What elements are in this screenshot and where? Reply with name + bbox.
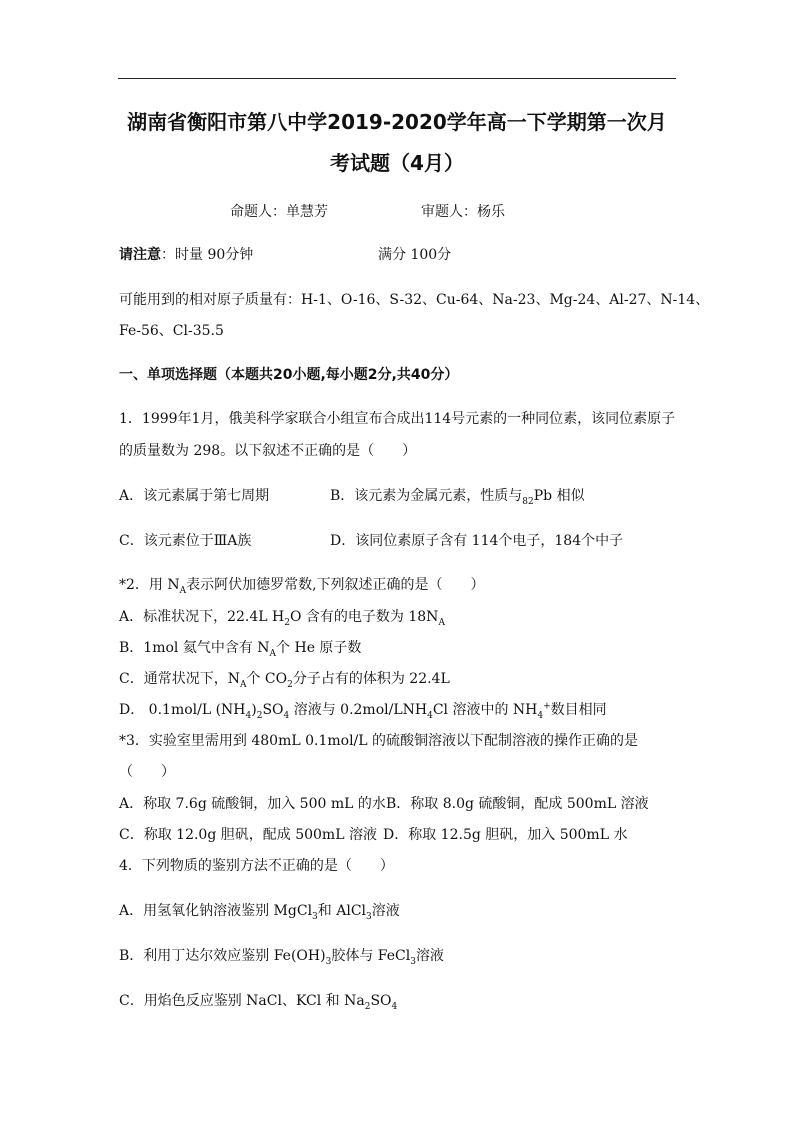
notice-label: 请注意 <box>119 247 161 263</box>
exam-title-line1: 湖南省衡阳市第八中学2019-2020学年高一下学期第一次月 <box>127 110 667 134</box>
q2-d-sub1: 4 <box>245 710 252 721</box>
q4-c-sub2: 4 <box>391 1001 398 1012</box>
q2-d-tail: 数目相同 <box>550 702 607 718</box>
q4-option-b <box>119 945 444 965</box>
notice-time: ：时量 90分钟 <box>161 247 254 263</box>
q4-option-c <box>119 990 397 1010</box>
q2-stem-tail: 表示阿伏加德罗常数,下列叙述正确的是（ ） <box>186 577 485 593</box>
q2-stem-sub: A <box>179 585 187 596</box>
q3-option-b: B．称取 8.0g 硫酸铜，配成 500mL 溶液 <box>386 796 649 812</box>
q4-a-sub2: 3 <box>366 911 372 922</box>
q1-stem-line1: 1．1999年1月，俄美科学家联合小组宣布合成出114号元素的一种同位素，该同位素原子 <box>119 411 676 427</box>
q1-option-b <box>330 485 585 505</box>
q2-b-text: B．1mol 氦气中含有 N <box>119 640 270 656</box>
q2-stem-text: *2．用 N <box>119 577 180 593</box>
q2-d-sub3: 4 <box>283 710 290 721</box>
section1-heading: 一、单项选择题（本题共20小题,每小题2分,共40分） <box>119 367 459 383</box>
notice-score: 满分 100分 <box>378 247 452 263</box>
q2-c-tail: 分子占有的体积为 22.4L <box>292 671 450 687</box>
q2-a-sub2: A <box>438 617 445 628</box>
q2-b-sub: A <box>269 648 277 659</box>
q3-option-c: C．称取 12.0g 胆矾，配成 500mL 溶液 <box>119 827 377 843</box>
q4-c-sub1: 2 <box>364 1001 371 1012</box>
q2-d-sub4: 4 <box>427 710 433 721</box>
q1-option-c: C．该元素位于ⅢA族 <box>119 533 252 549</box>
q4-b-tail: 溶液 <box>415 948 444 964</box>
q1-option-b-sub: 82 <box>522 496 534 507</box>
q2-d-sub5: 4 <box>537 710 544 721</box>
q1-option-a: A．该元素属于第七周期 <box>119 488 270 504</box>
setter-credit: 命题人：单慧芳 <box>230 204 328 220</box>
q1-option-d: D．该同位素原子含有 114个电子，184个中子 <box>330 533 624 549</box>
q2-option-d <box>119 699 607 719</box>
q2-a-mid: O 含有的电子数为 18N <box>289 609 439 625</box>
exam-title-line2: 考试题（4月） <box>330 151 464 175</box>
q2-option-b <box>119 637 361 657</box>
q4-b-text: B．利用丁达尔效应鉴别 Fe(OH) <box>119 948 326 964</box>
q3-option-a: A．称取 7.6g 硫酸铜，加入 500 mL 的水 <box>119 796 386 812</box>
q3-option-d: D．称取 12.5g 胆矾，加入 500mL 水 <box>383 827 628 843</box>
q3-stem-line2: （ ） <box>119 764 175 780</box>
atomic-masses-line2: Fe-56、Cl-35.5 <box>119 323 224 339</box>
q4-a-tail: 溶液 <box>371 903 400 919</box>
q2-option-a <box>119 606 445 626</box>
q2-d-mid3: 溶液与 0.2mol/LNH <box>289 702 428 718</box>
q4-a-mid: 和 AlCl <box>317 903 367 919</box>
q2-c-mid: 个 CO <box>246 671 288 687</box>
q2-a-text: A．标准状况下，22.4L H <box>119 609 285 625</box>
reviewer-credit: 审题人：杨乐 <box>421 204 505 220</box>
q4-c-text: C．用焰色反应鉴别 NaCl、KCl 和 Na <box>119 993 365 1009</box>
q4-a-sub1: 3 <box>312 911 318 922</box>
q4-stem: 4．下列物质的鉴别方法不正确的是（ ） <box>119 858 394 874</box>
q4-c-mid: SO <box>370 993 392 1009</box>
q2-d-mid1: ) <box>251 702 257 718</box>
q4-option-a <box>119 900 400 920</box>
header-rule <box>118 78 676 79</box>
q4-b-sub2: 3 <box>410 956 416 967</box>
q2-c-sub2: 2 <box>287 679 293 690</box>
q2-b-tail: 个 He 原子数 <box>276 640 362 656</box>
q2-option-c <box>119 668 450 688</box>
q3-stem-line1: *3．实验室里需用到 480mL 0.1mol/L 的硫酸铜溶液以下配制溶液的操作正确的是 <box>119 733 639 749</box>
q4-b-mid: 胶体与 FeCl <box>331 948 411 964</box>
q2-c-sub1: A <box>239 679 247 690</box>
atomic-masses-line1: 可能用到的相对原子质量有：H-1、O-16、S-32、Cu-64、Na-23、Mg-24、Al-27、N-14、 <box>119 292 710 308</box>
q2-a-sub1: 2 <box>284 617 290 628</box>
notice-line <box>119 244 253 264</box>
q2-c-text: C．通常状况下，N <box>119 671 240 687</box>
q2-d-text: D． 0.1mol/L (NH <box>119 702 246 718</box>
q2-d-mid4: Cl 溶液中的 NH <box>432 702 538 718</box>
q1-option-b-tail: Pb 相似 <box>533 488 585 504</box>
q4-a-text: A．用氢氧化钠溶液鉴别 MgCl <box>119 903 313 919</box>
q1-option-b-text: B．该元素为金属元素，性质与 <box>330 488 523 504</box>
q2-d-sub2: 2 <box>256 710 263 721</box>
q4-b-sub1: 3 <box>325 956 332 967</box>
q2-stem <box>119 574 485 594</box>
q1-stem-line2: 的质量数为 298。以下叙述不正确的是（ ） <box>119 443 417 459</box>
q2-d-sup: + <box>543 701 551 712</box>
q2-d-mid2: SO <box>262 702 284 718</box>
